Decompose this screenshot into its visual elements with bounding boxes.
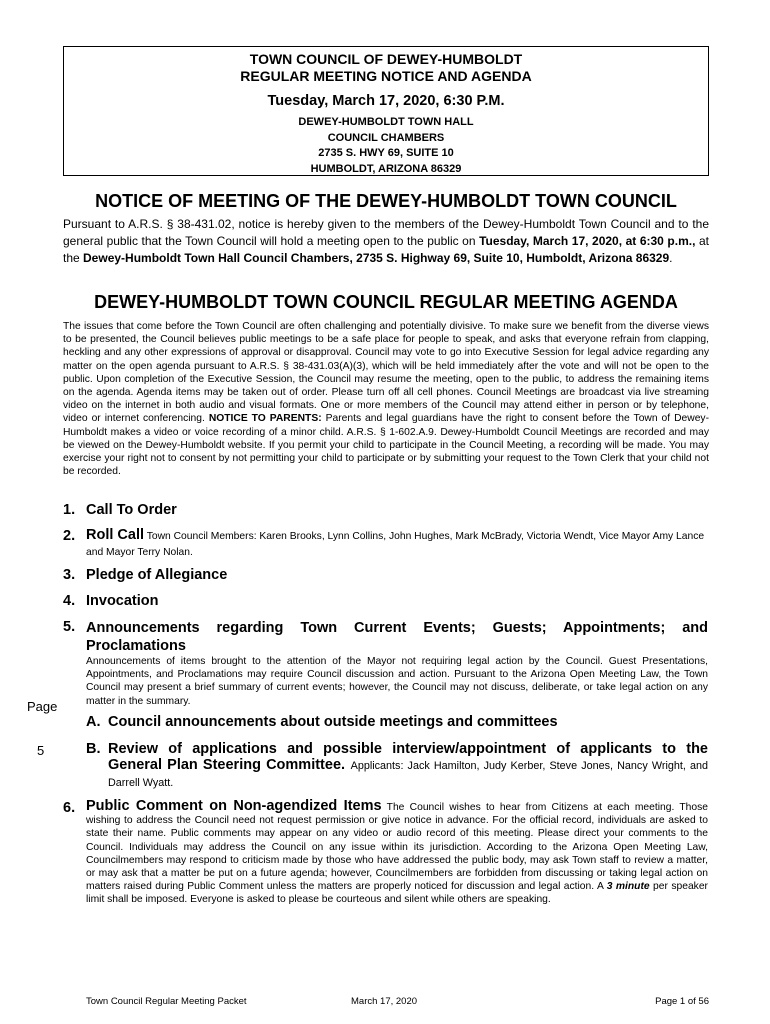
item-pledge: Pledge of Allegiance bbox=[86, 567, 228, 583]
page-margin-label: Page bbox=[27, 699, 58, 714]
sub-item-letter: A. bbox=[86, 714, 101, 730]
location-line: 2735 S. HWY 69, SUITE 10 bbox=[318, 147, 454, 159]
meeting-date: Tuesday, March 17, 2020, 6:30 P.M. bbox=[267, 93, 505, 109]
notice-heading: NOTICE OF MEETING OF THE DEWEY-HUMBOLDT TOWN COUNCIL bbox=[95, 191, 677, 211]
sub-item-council-announcements: Council announcements about outside meetings and committees bbox=[108, 714, 558, 730]
item-number: 6. bbox=[63, 800, 76, 816]
item-call-to-order: Call To Order bbox=[86, 502, 177, 518]
location-block bbox=[64, 115, 708, 177]
notice-title: REGULAR MEETING NOTICE AND AGENDA bbox=[240, 68, 532, 84]
footer-packet-title: Town Council Regular Meeting Packet bbox=[86, 996, 247, 1007]
sub-item-letter: B. bbox=[86, 741, 101, 757]
item-number: 1. bbox=[63, 502, 76, 518]
item-number: 4. bbox=[63, 593, 76, 609]
announcements-description: Announcements of items brought to the attention of the Mayor not requiring legal action by the Council. Guest Presentations, Appointments, and Proclamations may require Council discussion and action. Pursuant to the Arizona Open Meeting Law, the Town Council may present a brief summary of current events; however, the Council may not discuss, deliberate, or take legal action on any matter in the summary. bbox=[86, 656, 708, 707]
item-public-comment: Public Comment on Non-agendized Items The Council wishes to hear from Citizens at each meeting. Those wishing to address the Council need not request permission or give notice in advance. For the official record, individuals are asked to state their name. Public comments may appear on any video or audio record of this meeting. Please direct your comments to the Council. Individuals may address the Council on any issue within its jurisdiction. According to the Arizona Open Meeting Law, Councilmembers may respond to criticism made by those who have addressed the public body, may ask Town staff to review a matter, or may ask that a matter be put on a future agenda; however, Councilmembers are forbidden from discussing or taking legal action on matters raised during Public Comment unless the matters are properly noticed for discussion and legal action. A 3 minute per speaker limit shall be imposed. Everyone is asked to please be courteous and silent while others are speaking. bbox=[86, 798, 709, 906]
footer-page-number: Page 1 of 56 bbox=[655, 996, 709, 1007]
council-title: TOWN COUNCIL OF DEWEY-HUMBOLDT bbox=[249, 51, 523, 67]
location-line: DEWEY-HUMBOLDT TOWN HALL bbox=[298, 116, 474, 128]
item-number: 5. bbox=[63, 619, 76, 635]
location-line: COUNCIL CHAMBERS bbox=[327, 131, 445, 144]
notice-paragraph: Pursuant to A.R.S. § 38-431.02, notice is hereby given to the members of the Dewey-Humboldt Town Council and to the general public that the Town Council will hold a meeting open to the public on Tuesday, March 17, 2020, at 6:30 p.m., at the Dewey-Humboldt Town Hall Council Chambers, 2735 S. Highway 69, Suite 10, Humboldt, Arizona 86329. bbox=[63, 217, 709, 265]
item-roll-call: Roll Call Town Council Members: Karen Brooks, Lynn Collins, John Hughes, Mark McBrady, Victoria Wendt, Vice Mayor Amy Lance and Mayor Terry Nolan. bbox=[86, 527, 705, 558]
agenda-heading: DEWEY-HUMBOLDT TOWN COUNCIL REGULAR MEETING AGENDA bbox=[94, 292, 678, 312]
header-box bbox=[63, 46, 709, 176]
footer-date: March 17, 2020 bbox=[351, 996, 418, 1007]
page-margin-number: 5 bbox=[37, 743, 45, 758]
sub-item-steering-committee: Review of applications and possible interview/appointment of applicants to the General Plan Steering Committee. Applicants: Jack Hamilton, Judy Kerber, Steve Jones, Nancy Wright, and Darrell Wyatt. bbox=[108, 741, 708, 789]
item-announcements: Announcements regarding Town Current Events; Guests; Appointments; and Proclamations bbox=[86, 620, 708, 654]
agenda-intro: The issues that come before the Town Council are often challenging and potentially divisive. To make sure we benefit from the diverse views to be presented, the Council believes public meetings to be a safe place for people to speak, and asks that everyone refrain from clapping, heckling and any other expressions of approval or disapproval. Council may vote to go into Executive Session for legal advice regarding any matter on the open agenda pursuant to A.R.S. § 38-431.03(A)(3), which will be held immediately after the vote and will not be open to the public. Upon completion of the Executive Session, the Council may resume the meeting, open to the public, to address the remaining items on the agenda. Agenda items may be taken out of order. Please turn off all cell phones. Council Meetings are broadcast via live streaming video on the internet in both audio and visual formats. One or more members of the Council may attend either in person or by telephone, video or internet conferencing. NOTICE TO PARENTS: Parents and legal guardians have the right to consent before the Town of Dewey-Humboldt makes a video or voice recording of a minor child. A.R.S. § 1-602.A.9. Dewey-Humboldt Council Meetings are recorded and may be viewed on the Dewey-Humboldt website. If you permit your child to participate in the Council Meeting, a recording will be made. You may exercise your right not to consent by not permitting your child to participate or by submitting your request to the Town Clerk that your child not be recorded. bbox=[63, 321, 710, 478]
item-number: 2. bbox=[63, 528, 76, 544]
location-line: HUMBOLDT, ARIZONA 86329 bbox=[310, 162, 462, 175]
item-number: 3. bbox=[63, 567, 76, 583]
item-invocation: Invocation bbox=[86, 593, 159, 609]
